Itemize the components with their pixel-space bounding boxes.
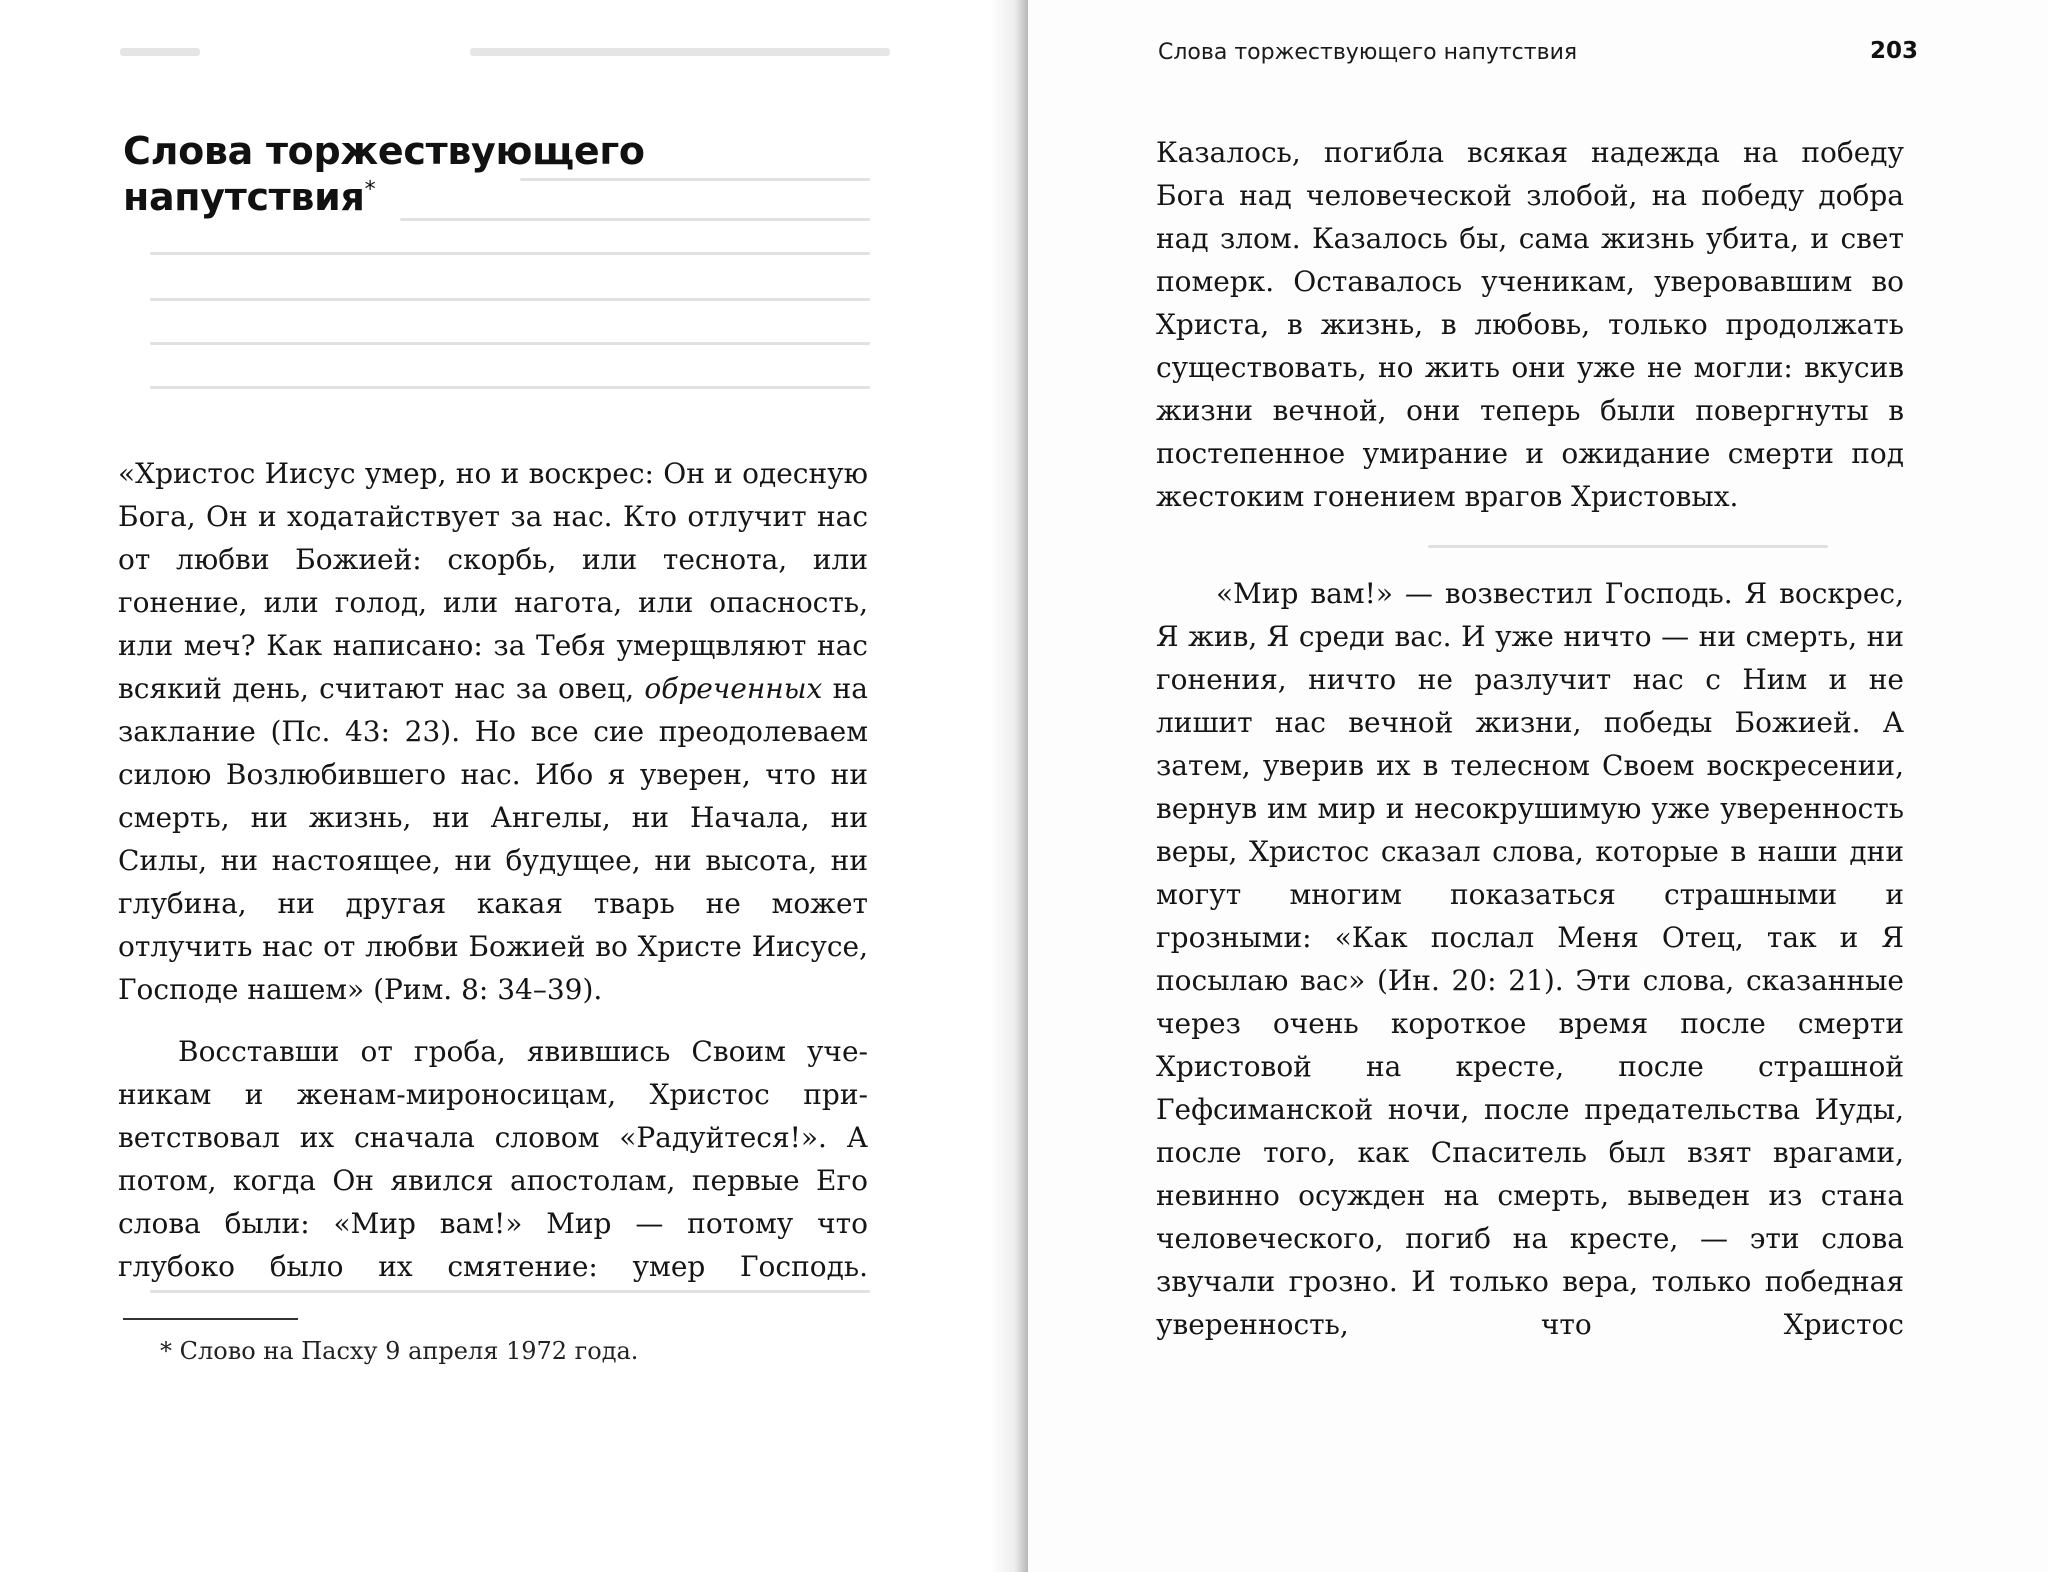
left-page: [0, 0, 1010, 1572]
right-paragraph-2: «Мир вам!» — возвестил Господь. Я воскрес, Я жив, Я среди вас. И уже ничто — ни смерть, ни гонения, ничто не разлучит нас с Ним и не лишит нас вечной жизни, победы Божией. А затем, уверив их в телесном Своем воскресении, вернув им мир и несокрушимую уже уверенность веры, Христос сказал слова, которые в наши дни могут многим показаться страшными и грозными: «Как послал Меня Отец, так и Я посылаю вас» (Ин. 20: 21). Эти слова, сказанные через очень короткое время после смерти Христовой на кресте, после страшной Гефсиманской ночи, после предательства Иуды, после того, как Спаситель был взят врагами, невинно осужден на смерть, выведен из стана человеческого, погиб на кресте, — эти слова звучали грозно. И только вера, только победная уверенность, что Христос: [1156, 577, 1904, 1341]
footnote: * Слово на Пасху 9 апреля 1972 года.: [160, 1337, 639, 1365]
bleed-through-header: [470, 48, 890, 56]
bleed-through-line: [150, 298, 870, 301]
bleed-through-line: [150, 386, 870, 389]
bleed-through-line: [1428, 545, 1828, 548]
chapter-title-word: напутствия: [123, 175, 365, 219]
running-head: Слова торжествующего напутствия: [1158, 40, 1578, 65]
left-paragraph-1: [118, 452, 868, 1011]
bleed-through-line: [150, 252, 870, 255]
left-paragraph-1-text: «Христос Иисус умер, но и воскрес: Он и одесную Бога, Он и ходатайствует за нас. Кто отлучит нас от любви Божией: скорбь, или теснота, или гонение, или голод, или нагота, или опасность, или меч? Как написано: за Тебя умерщвляют нас всякий день, считают нас за овец,: [118, 457, 868, 705]
right-paragraph-1: Казалось, погибла всякая надежда на победу Бога над человеческой злобой, на победу добра над злом. Казалось бы, сама жизнь убита, и свет померк. Оставалось ученикам, уверовавшим во Христа, в жизнь, в любовь, только продолжать существовать, но жить они уже не могли: вкусив жизни вечной, они теперь были повергнуты в постепенное умирание и ожидание смерти под жестоким гонением врагов Христовых.: [1156, 136, 1904, 513]
bleed-through-line: [150, 342, 870, 345]
page-number: 203: [1869, 38, 1918, 64]
footnote-reference: *: [364, 177, 376, 203]
chapter-title-line-2: [123, 174, 843, 220]
italic-word: обреченных: [644, 672, 823, 705]
bleed-through-line: [150, 1290, 870, 1293]
chapter-title-line-1: Слова торжествующего: [123, 129, 645, 173]
bleed-through-folio: [120, 48, 200, 56]
left-paragraph-2: Восставши от гроба, явившись Своим ученикам и женам-мироносицам, Христос приветствовал их сначала словом «Радуйтеся!». А потом, когда Он явился апостолам, первые Его слова были: «Мир вам!» Мир — потому что глубоко было их смятение: умер Господь.: [118, 1035, 868, 1283]
footnote-divider: [123, 1318, 298, 1320]
chapter-title: [123, 128, 843, 220]
left-paragraph-1-rest: на заклание (Пс. 43: 23). Но все сие преодолеваем силою Возлюбившего нас. Ибо я уверен, что ни смерть, ни жизнь, ни Ангелы, ни Начала, ни Силы, ни настоящее, ни будущее, ни высота, ни глубина, ни другая какая тварь не может отлучить нас от любви Божией во Христе Иисусе, Господе нашем» (Рим. 8: 34–39).: [118, 672, 868, 1006]
